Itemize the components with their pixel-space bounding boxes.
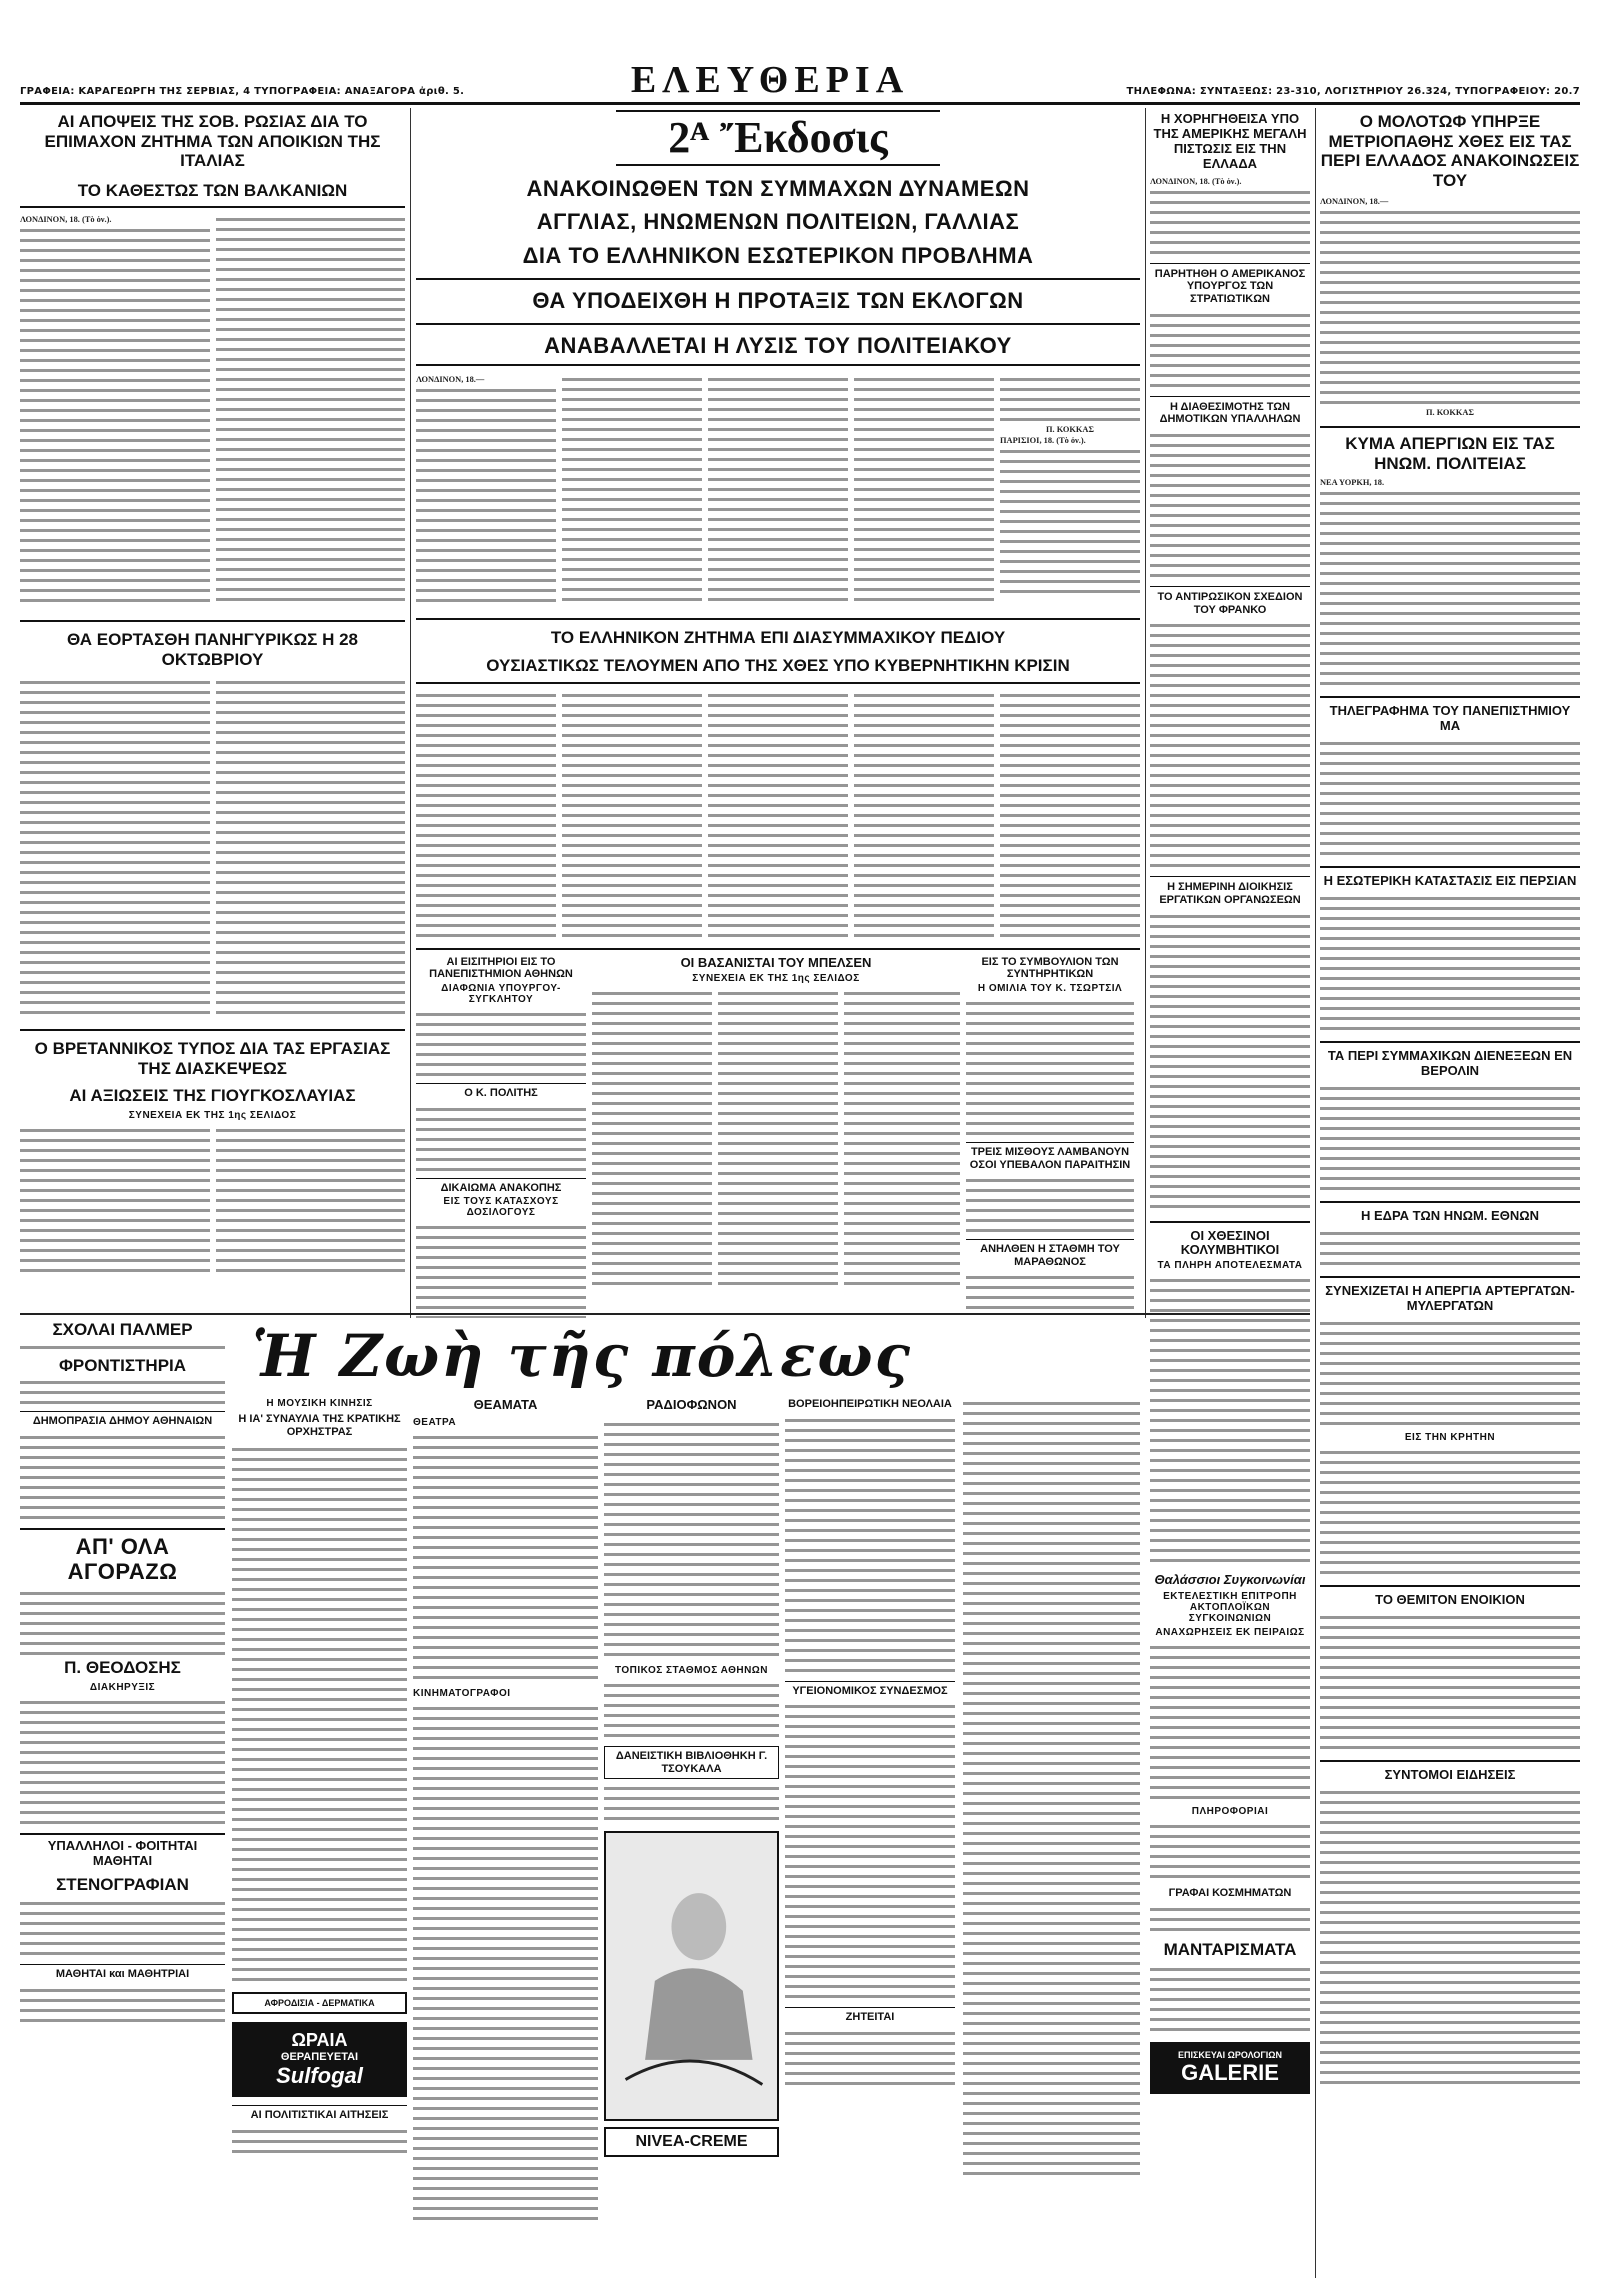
info-label: ΠΛΗΡΟΦΟΡΙΑΙ [1191, 1806, 1269, 1818]
article-text [966, 1175, 1134, 1235]
article-text [416, 1222, 586, 1318]
headline-short-news: ΣΥΝΤΟΜΟΙ ΕΙΔΗΣΕΙΣ [1320, 1760, 1580, 1783]
theatres-label: ΘΕΑΤΡΑ [413, 1416, 457, 1428]
article-text [562, 690, 702, 940]
headline-university-entrants: ΑΙ ΕΙΣΙΤΗΡΙΟΙ ΕΙΣ ΤΟ ΠΑΝΕΠΙΣΤΗΜΙΟΝ ΑΘΗΝΩΝ [429, 955, 573, 981]
column-rule [1145, 108, 1146, 1318]
shows-column [413, 1398, 598, 2278]
article-text [20, 1898, 225, 1958]
health-association: ΥΓΕΙΟΝΟΜΙΚΟΣ ΣΥΝΔΕΣΜΟΣ [785, 1681, 955, 1698]
article-text [20, 677, 210, 1017]
subhead: ΕΙΣ ΤΟΥΣ ΚΑΤΑΣΧΟΥΣ ΔΟΣΙΛΟΓΟΥΣ [443, 1196, 559, 1219]
article-text [1320, 1318, 1580, 1428]
article-text [1150, 1904, 1310, 1934]
article-text [1320, 488, 1580, 688]
sulfogal-line1: ΩΡΑΙΑ [291, 2030, 348, 2051]
headline-conservatives: ΕΙΣ ΤΟ ΣΥΜΒΟΥΛΙΟΝ ΤΩΝ ΣΥΝΤΗΡΗΤΙΚΩΝ [981, 955, 1119, 981]
subhead: ΑΝΑΧΩΡΗΣΕΙΣ ΕΚ ΠΕΙΡΑΙΩΣ [1155, 1627, 1305, 1639]
pupils-both: ΜΑΘΗΤΑΙ και ΜΑΘΗΤΡΙΑΙ [20, 1964, 225, 1981]
article-text [1150, 187, 1310, 257]
headline-berlin: ΤΑ ΠΕΡΙ ΣΥΜΜΑΧΙΚΩΝ ΔΙΕΝΕΞΕΩΝ ΕΝ ΒΕΡΟΛΙΝ [1320, 1041, 1580, 1079]
headline-october-28: ΘΑ ΕΟΡΤΑΣΘΗ ΠΑΝΗΓΥΡΙΚΩΣ Η 28 ΟΚΤΩΒΡΙΟΥ [20, 620, 405, 669]
article-text [20, 1342, 225, 1354]
article-text [1320, 1787, 1580, 2087]
subhead: ΕΙΣ ΤΗΝ ΚΡΗΤΗΝ [1404, 1431, 1496, 1443]
headline-strikes-us: ΚΥΜΑ ΑΠΕΡΓΙΩΝ ΕΙΣ ΤΑΣ ΗΝΩΜ. ΠΟΛΙΤΕΙΑΣ [1320, 426, 1580, 473]
headline-yugoslavia: ΑΙ ΑΞΙΩΣΕΙΣ ΤΗΣ ΓΙΟΥΓΚΟΣΛΑΥΙΑΣ [69, 1086, 356, 1106]
palmer-schools: ΣΧΟΛΑΙ ΠΑΛΜΕΡ [52, 1320, 193, 1339]
subhead: Η ΟΜΙΛΙΑ ΤΟΥ Κ. ΤΣΩΡΤΣΙΛ [977, 982, 1123, 994]
article-text [854, 690, 994, 940]
article-text [1320, 1612, 1580, 1752]
headline-politis: Ο Κ. ΠΟΛΙΤΗΣ [416, 1083, 586, 1100]
tutoring: ΦΡΟΝΤΙΣΤΗΡΙΑ [58, 1355, 187, 1375]
second-edition-label: 2ᴬ Ἔκδοσις [616, 110, 940, 166]
article-text [20, 225, 210, 605]
right-inner-column [1150, 108, 1310, 2278]
headline-municipal-employees: Η ΔΙΑΘΕΣΙΜΟΤΗΣ ΤΩΝ ΔΗΜΟΤΙΚΩΝ ΥΠΑΛΛΗΛΩΝ [1150, 396, 1310, 426]
nivea-illustration-icon [606, 1833, 777, 2119]
headline-elections-first: ΘΑ ΥΠΟΔΕΙΧΘΗ Η ΠΡΟΤΑΞΙΣ ΤΩΝ ΕΚΛΟΓΩΝ [416, 278, 1140, 313]
article-text [1150, 1275, 1310, 1565]
lending-library: ΔΑΝΕΙΣΤΙΚΗ ΒΙΒΛΙΟΘΗΚΗ Γ. ΤΣΟΥΚΑΛΑ [604, 1746, 779, 1779]
radio-heading: ΡΑΔΙΟΦΩΝΟΝ [646, 1398, 737, 1412]
article-text [604, 1783, 779, 1823]
article-text [1320, 207, 1580, 407]
masthead [20, 8, 1580, 106]
article-text [1150, 1821, 1310, 1881]
city-life-banner: Ἡ Ζωὴ τῆς πόλεως [252, 1322, 912, 1390]
article-text [416, 690, 556, 940]
headline-bakers-strike: ΣΥΝΕΧΙΖΕΤΑΙ Η ΑΠΕΡΓΙΑ ΑΡΤΕΡΓΑΤΩΝ-ΜΥΛΕΡΓΑΤΩΝ [1320, 1276, 1580, 1314]
headline-marathon-level: ΑΝΗΛΘΕΝ Η ΣΤΑΘΜΗ ΤΟΥ ΜΑΡΑΘΩΝΟΣ [966, 1239, 1134, 1268]
article-text [1320, 738, 1580, 858]
dateline: ΝΕΑ ΥΟΡΚΗ, 18. [1320, 478, 1385, 488]
headline-soviet-colonies: ΑΙ ΑΠΟΨΕΙΣ ΤΗΣ ΣΟΒ. ΡΩΣΙΑΣ ΔΙΑ ΤΟ ΕΠΙΜΑΧΟΝ ΖΗΤΗΜΑ ΤΩΝ ΑΠΟΙΚΙΩΝ ΤΗΣ ΙΤΑΛΙΑΣ [44, 112, 381, 171]
article-text [1000, 446, 1140, 596]
article-text [416, 385, 556, 605]
article-text [216, 214, 405, 606]
headline-molotov: Ο ΜΟΛΟΤΩΦ ΥΠΗΡΞΕ ΜΕΤΡΙΟΠΑΘΗΣ ΧΘΕΣ ΕΙΣ ΤΑΣ ΠΕΡΙ ΕΛΛΑΔΟΣ ΑΝΑΚΟΙΝΩΣΕΙΣ ΤΟΥ [1320, 112, 1580, 190]
article-text [592, 988, 712, 1288]
sulfogal-line2: ΘΕΡΑΠΕΥΕΤΑΙ [280, 2051, 359, 2064]
employees-students: ΥΠΑΛΛΗΛΟΙ - ΦΟΙΤΗΤΑΙ [20, 1833, 225, 1854]
galerie-line: ΕΠΙΣΚΕΥΑΙ ΩΡΟΛΟΓΙΩΝ [1178, 2049, 1282, 2060]
subhead: ΔΙΑΦΩΝΙΑ ΥΠΟΥΡΓΟΥ-ΣΥΓΚΛΗΤΟΥ [441, 982, 561, 1005]
article-text [1320, 1083, 1580, 1193]
article-text [963, 1398, 1140, 2178]
article-text [854, 374, 994, 606]
article-text [1320, 1228, 1580, 1268]
subhead: ΤΑ ΠΛΗΡΗ ΑΠΟΤΕΛΕΣΜΑΤΑ [1157, 1260, 1303, 1272]
far-right-column [1320, 108, 1580, 2278]
stenography: ΣΤΕΝΟΓΡΑΦΙΑΝ [56, 1874, 189, 1894]
article-text [708, 374, 848, 606]
headline-university-telegram: ΤΗΛΕΓΡΑΦΗΜΑ ΤΟΥ ΠΑΝΕΠΙΣΤΗΜΙΟΥ ΜΑ [1320, 696, 1580, 734]
subhead: ΕΚΤΕΛΕΣΤΙΚΗ ΕΠΙΤΡΟΠΗ ΑΚΤΟΠΛΟΪΚΩΝ ΣΥΓΚΟΙΝΩΝΙΩΝ [1163, 1591, 1297, 1625]
auction-notice: ΔΗΜΟΠΡΑΣΙΑ ΔΗΜΟΥ ΑΘΗΝΑΙΩΝ [20, 1411, 225, 1428]
article-text [708, 690, 848, 940]
sulfogal-brand: Sulfogal [276, 2063, 363, 2089]
newspaper-title: ΕΛΕΥΘΕΡΙΑ [630, 59, 910, 101]
music-column [232, 1398, 407, 2278]
article-text [413, 1703, 598, 2223]
music-label: Η ΜΟΥΣΙΚΗ ΚΙΝΗΣΙΣ [266, 1398, 373, 1409]
article-text [20, 1985, 225, 2025]
sulfogal-advert [232, 2022, 407, 2097]
proclamation-label: ΔΙΑΚΗΡΥΞΙΣ [89, 1681, 156, 1693]
left-column [20, 108, 405, 1308]
article-text [966, 998, 1134, 1138]
article-text [1150, 620, 1310, 870]
dateline: ΛΟΝΔΙΝΟΝ, 18.— [416, 375, 485, 385]
article-text [1150, 1964, 1310, 2034]
headline-us-secretary-resigned: ΠΑΡΗΤΗΘΗ Ο ΑΜΕΡΙΚΑΝΟΣ ΥΠΟΥΡΓΟΣ ΤΩΝ ΣΤΡΑΤΙΩΤΙΚΩΝ [1150, 263, 1310, 306]
headline-belsen: ΟΙ ΒΑΣΑΝΙΣΤΑΙ ΤΟΥ ΜΠΕΛΣΕΝ [680, 954, 872, 970]
article-text [20, 1588, 225, 1658]
dateline: ΛΟΝΔΙΝΟΝ, 18.— [1320, 197, 1389, 207]
cultural-requests: ΑΙ ΠΟΛΙΤΙΣΤΙΚΑΙ ΑΙΤΗΣΕΙΣ [232, 2105, 407, 2122]
skin-clinic-advert: ΑΦΡΟΔΙΣΙΑ - ΔΕΡΜΑΤΙΚΑ [232, 1992, 407, 2014]
headline-allies-list: ΑΓΓΛΙΑΣ, ΗΝΩΜΕΝΩΝ ΠΟΛΙΤΕΙΩΝ, ΓΑΛΛΙΑΣ [536, 209, 1020, 235]
masthead-rule [20, 102, 1580, 105]
article-text [844, 988, 960, 1288]
headline-regime-postponed: ΑΝΑΒΑΛΛΕΤΑΙ Η ΛΥΣΙΣ ΤΟΥ ΠΟΛΙΤΕΙΑΚΟΥ [416, 323, 1140, 366]
headline-sea-transport: Θαλάσσιοι Συγκοινωνίαι [1154, 1572, 1306, 1588]
headline-allied-communique: ΑΝΑΚΟΙΝΩΘΕΝ ΤΩΝ ΣΥΜΜΑΧΩΝ ΔΥΝΑΜΕΩΝ [526, 176, 1030, 201]
buy-heading: ΑΓΟΡΑΖΩ [67, 1559, 178, 1585]
article-text [232, 2126, 407, 2156]
article-text [604, 1419, 779, 1659]
section-rule [20, 1313, 1310, 1315]
column-rule [1315, 108, 1316, 2278]
nivea-advert-illustration [604, 1831, 779, 2121]
newspaper-page [20, 8, 1580, 2286]
dateline: ΛΟΝΔΙΝΟΝ, 18. (Τὸ ὀν.). [20, 215, 112, 225]
article-text [785, 2028, 955, 2088]
cinemas-label: ΚΙΝΗΜΑΤΟΓΡΑΦΟΙ [413, 1687, 511, 1699]
wanted-notice: ΖΗΤΕΙΤΑΙ [785, 2007, 955, 2024]
theodosis-name: Π. ΘΕΟΔΟΣΗΣ [64, 1658, 181, 1678]
article-text [413, 1432, 598, 1682]
ads-column [20, 1320, 225, 2278]
column-rule [410, 108, 411, 1318]
center-lead [416, 108, 1140, 1318]
article-text [1320, 893, 1580, 1033]
headline-mantarismata: ΜΑΝΤΑΡΙΣΜΑΤΑ [1163, 1939, 1297, 1959]
headline-fair-rent: ΤΟ ΘΕΜΙΤΟΝ ΕΝΟΙΚΙΟΝ [1320, 1585, 1580, 1608]
article-text [1150, 430, 1310, 580]
masthead-address: ΓΡΑΦΕΙΑ: ΚΑΡΑΓΕΩΡΓΗ ΤΗΣ ΣΕΡΒΙΑΣ, 4 ΤΥΠΟΓΡΑΦΕΙΑ: ΑΝΑΞΑΓΟΡΑ ἀριθ. 5. [20, 86, 465, 97]
headline-american-credit: Η ΧΟΡΗΓΗΘΕΙΣΑ ΥΠΟ ΤΗΣ ΑΜΕΡΙΚΗΣ ΜΕΓΑΛΗ ΠΙΣΤΩΣΙΣ ΕΙΣ ΤΗΝ ΕΛΛΑΔΑ [1153, 111, 1307, 171]
article-text [20, 1125, 210, 1275]
article-text [1000, 690, 1140, 940]
headline-government-crisis: ΟΥΣΙΑΣΤΙΚΩΣ ΤΕΛΟΥΜΕΝ ΑΠΟ ΤΗΣ ΧΘΕΣ ΥΠΟ ΚΥΒΕΡΝΗΤΙΚΗΝ ΚΡΙΣΙΝ [416, 656, 1140, 684]
article-text [20, 1377, 225, 1407]
headline-british-press: Ο ΒΡΕΤΑΝΝΙΚΟΣ ΤΥΠΟΣ ΔΙΑ ΤΑΣ ΕΡΓΑΣΙΑΣ ΤΗΣ ΔΙΑΣΚΕΨΕΩΣ [20, 1029, 405, 1078]
masthead-phones: ΤΗΛΕΦΩΝΑ: ΣΥΝΤΑΞΕΩΣ: 23-310, ΛΟΓΙΣΤΗΡΙΟΥ 26.324, ΤΥΠΟΓΡΑΦΕΙΟΥ: 20.7 [1126, 86, 1580, 97]
continuation-kicker: ΣΥΝΕΧΕΙΑ ΕΚ ΤΗΣ 1ης ΣΕΛΙΔΟΣ [128, 1109, 297, 1121]
article-text [718, 988, 838, 1288]
article-text [1320, 1447, 1580, 1577]
headline-three-salaries: ΤΡΕΙΣ ΜΙΣΘΟΥΣ ΛΑΜΒΑΝΟΥΝ ΟΣΟΙ ΥΠΕΒΑΛΟΝ ΠΑΡΑΙΤΗΣΙΝ [966, 1142, 1134, 1171]
article-text [562, 374, 702, 606]
article-text [216, 677, 405, 1017]
article-text [604, 1680, 779, 1740]
article-text [416, 1009, 586, 1079]
local-station-label: ΤΟΠΙΚΟΣ ΣΤΑΘΜΟΣ ΑΘΗΝΩΝ [614, 1664, 769, 1676]
article-text [1150, 310, 1310, 390]
article-text [1000, 374, 1140, 424]
article-text [416, 1104, 586, 1174]
article-text [20, 1432, 225, 1522]
article-text [966, 1272, 1134, 1312]
article-text [1150, 1642, 1310, 1802]
dateline: ΠΑΡΙΣΙΟΙ, 18. (Τὸ ὀν.). [1000, 436, 1086, 446]
article-text [20, 1697, 225, 1827]
north-epirus-youth: ΒΟΡΕΙΟΗΠΕΙΡΩΤΙΚΗ ΝΕΟΛΑΙΑ [788, 1398, 952, 1410]
headline-swimmers: ΟΙ ΧΘΕΣΙΝΟΙ ΚΟΛΥΜΒΗΤΙΚΟΙ [1150, 1221, 1310, 1259]
headline-interallied: ΤΟ ΕΛΛΗΝΙΚΟΝ ΖΗΤΗΜΑ ΕΠΙ ΔΙΑΣΥΜΜΑΧΙΚΟΥ ΠΕΔΙΟΥ [416, 618, 1140, 648]
shows-heading: ΘΕΑΜΑΤΑ [473, 1398, 538, 1412]
byline: Π. ΚΟΚΚΑΣ [1046, 425, 1094, 435]
headline-persia: Η ΕΣΩΤΕΡΙΚΗ ΚΑΤΑΣΤΑΣΙΣ ΕΙΣ ΠΕΡΣΙΑΝ [1320, 866, 1580, 889]
headline-franco-plan: ΤΟ ΑΝΤΙΡΩΣΙΚΟΝ ΣΧΕΔΙΟΝ ΤΟΥ ΦΡΑΝΚΟ [1150, 586, 1310, 616]
article-text [232, 1444, 407, 1984]
byline: Π. ΚΟΚΚΑΣ [1426, 408, 1474, 418]
article-text [1150, 911, 1310, 1211]
article-text [785, 1415, 955, 1675]
concert-heading: Η ΙΑ' ΣΥΝΑΥΛΙΑ ΤΗΣ ΚΡΑΤΙΚΗΣ ΟΡΧΗΣΤΡΑΣ [238, 1413, 401, 1438]
article-text [216, 1125, 405, 1275]
buy-all-heading: ΑΠ' ΟΛΑ [20, 1528, 225, 1559]
headline-jewellery: ΓΡΑΦΑΙ ΚΟΣΜΗΜΑΤΩΝ [1168, 1887, 1292, 1900]
galerie-name: GALERIE [1181, 2059, 1279, 2085]
youth-column [785, 1398, 1140, 2278]
headline-greek-problem: ΔΙΑ ΤΟ ΕΛΛΗΝΙΚΟΝ ΕΣΩΤΕΡΙΚΟΝ ΠΡΟΒΛΗΜΑ [522, 242, 1034, 268]
headline-balkans: ΤΟ ΚΑΘΕΣΤΩΣ ΤΩΝ ΒΑΛΚΑΝΙΩΝ [20, 181, 405, 209]
pupils: ΜΑΘΗΤΑΙ [92, 1852, 153, 1868]
galerie-advert [1150, 2042, 1310, 2094]
article-text [785, 1701, 955, 2001]
radio-column [604, 1398, 779, 2278]
nivea-brand: NIVEA-CREME [604, 2127, 779, 2157]
continuation-kicker: ΣΥΝΕΧΕΙΑ ΕΚ ΤΗΣ 1ης ΣΕΛΙΔΟΣ [692, 972, 860, 984]
headline-un-seat: Η ΕΔΡΑ ΤΩΝ ΗΝΩΜ. ΕΘΝΩΝ [1320, 1201, 1580, 1224]
headline-right-of-appeal: ΔΙΚΑΙΩΜΑ ΑΝΑΚΟΠΗΣ [416, 1178, 586, 1195]
dateline: ΛΟΝΔΙΝΟΝ, 18. (Τὸ ὀν.). [1150, 176, 1242, 186]
headline-labour-admin: Η ΣΗΜΕΡΙΝΗ ΔΙΟΙΚΗΣΙΣ ΕΡΓΑΤΙΚΩΝ ΟΡΓΑΝΩΣΕΩΝ [1150, 876, 1310, 906]
